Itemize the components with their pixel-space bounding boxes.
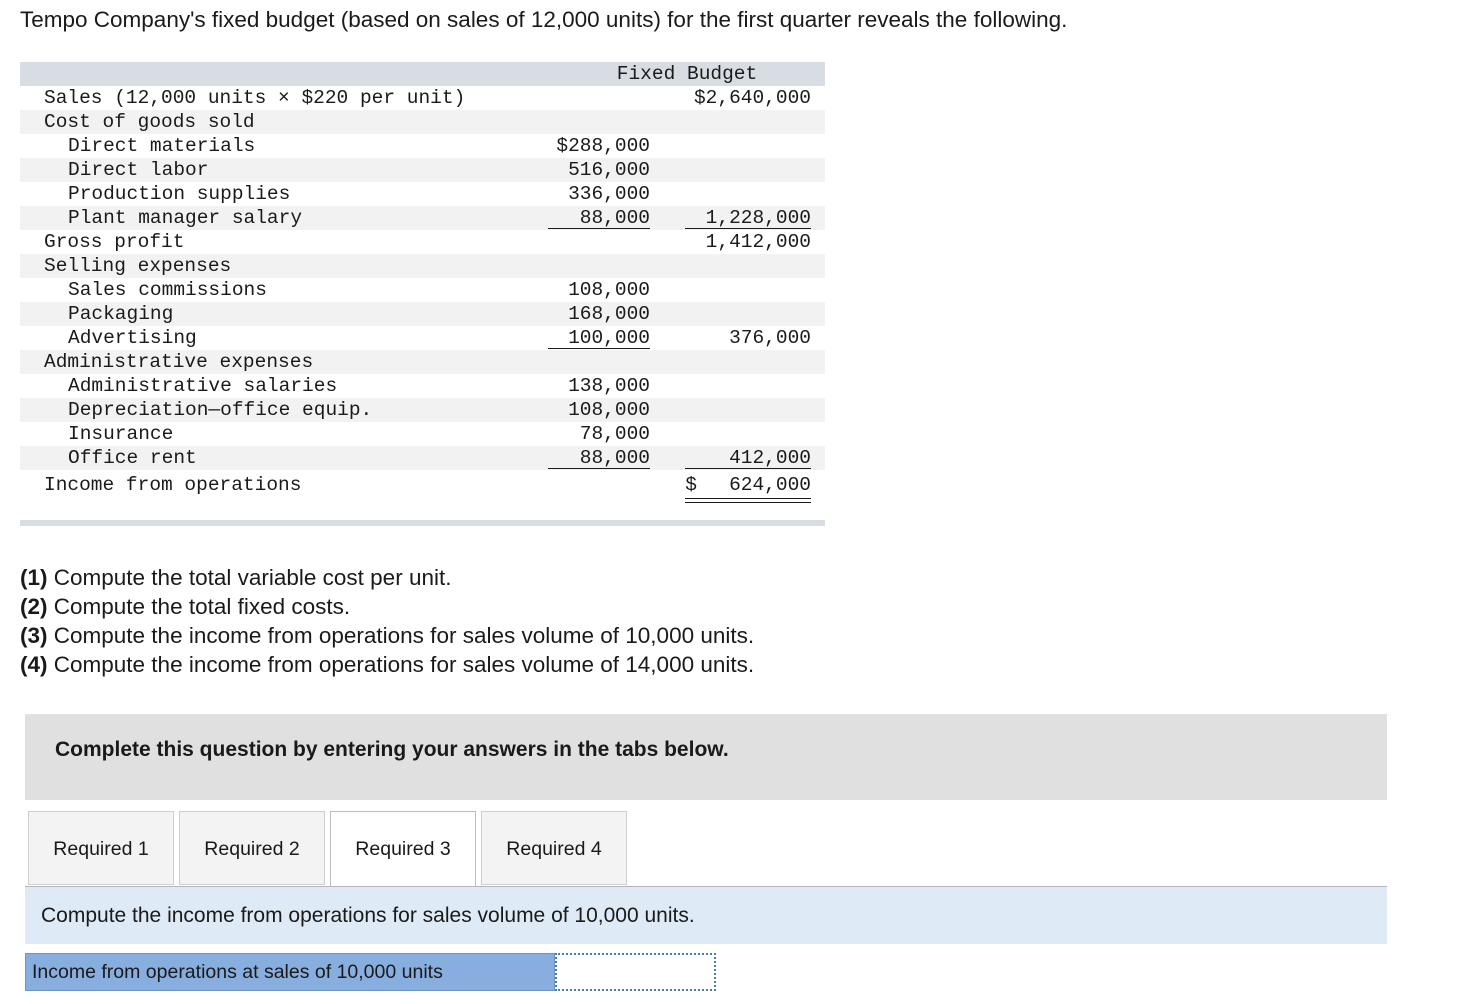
question-box	[25, 887, 1387, 944]
table-row	[20, 446, 825, 470]
admin-heading-row	[20, 350, 825, 374]
table-footer-bar	[20, 520, 825, 526]
row-label: Sales commissions	[68, 279, 267, 301]
table-row	[20, 206, 825, 230]
answer-input[interactable]	[555, 953, 716, 991]
row-label: Advertising	[68, 327, 197, 349]
requirement	[20, 563, 754, 592]
underline	[548, 348, 650, 349]
table-row	[20, 134, 825, 158]
income-row	[20, 470, 825, 500]
row-label: Insurance	[68, 423, 174, 445]
cogs-total: 1,228,000	[705, 207, 811, 229]
tab-required-3[interactable]: Required 3	[330, 811, 476, 887]
row-amount: 336,000	[568, 183, 650, 205]
row-amount: 88,000	[579, 207, 650, 229]
instructions-text: Complete this question by entering your answers in the tabs below.	[55, 738, 729, 761]
tab-required-4[interactable]: Required 4	[481, 811, 627, 885]
row-amount: 168,000	[568, 303, 650, 325]
underline	[685, 228, 811, 229]
row-label: Administrative salaries	[68, 375, 338, 397]
fixed-budget-table	[20, 62, 825, 526]
table-row	[20, 278, 825, 302]
tab-required-1[interactable]: Required 1	[28, 811, 174, 885]
income-total: 624,000	[729, 474, 811, 496]
row-label: Packaging	[68, 303, 174, 325]
row-amount: 516,000	[568, 159, 650, 181]
requirement	[20, 592, 754, 621]
row-amount: 108,000	[568, 399, 650, 421]
tab-required-2[interactable]: Required 2	[179, 811, 325, 885]
table-row	[20, 326, 825, 350]
problem-intro: Tempo Company's fixed budget (based on sales of 12,000 units) for the first quarter reveals the following.	[20, 7, 1068, 32]
answer-label: Income from operations at sales of 10,000 units	[25, 953, 555, 991]
row-label: Direct materials	[68, 135, 256, 157]
requirement-text: Compute the total variable cost per unit.	[47, 565, 452, 590]
row-label: Selling expenses	[44, 255, 232, 277]
row-amount: 108,000	[568, 279, 650, 301]
gross-profit-total: 1,412,000	[705, 231, 811, 253]
selling-total: 376,000	[729, 327, 811, 349]
sales-total: $2,640,000	[693, 87, 811, 109]
table-row	[20, 158, 825, 182]
row-amount: 78,000	[579, 423, 650, 445]
requirement	[20, 650, 754, 679]
table-row	[20, 374, 825, 398]
row-label: Administrative expenses	[44, 351, 314, 373]
requirement-number: (1)	[20, 565, 48, 590]
row-label: Direct labor	[68, 159, 209, 181]
double-underline	[685, 498, 811, 503]
row-label: Production supplies	[68, 183, 291, 205]
requirement-text: Compute the income from operations for sales volume of 10,000 units.	[47, 623, 755, 648]
requirements-list	[20, 563, 754, 679]
underline	[548, 468, 650, 469]
row-label: Gross profit	[44, 231, 185, 253]
gross-profit-row	[20, 230, 825, 254]
row-label: Cost of goods sold	[44, 111, 255, 133]
row-label: Income from operations	[44, 474, 302, 496]
requirement-number: (3)	[20, 623, 48, 648]
row-amount: 138,000	[568, 375, 650, 397]
row-label: Office rent	[68, 447, 197, 469]
question-text: Compute the income from operations for sales volume of 10,000 units.	[41, 904, 695, 927]
requirement	[20, 621, 754, 650]
row-amount: 88,000	[579, 447, 650, 469]
table-row	[20, 398, 825, 422]
table-row	[20, 182, 825, 206]
instructions-panel	[25, 714, 1387, 800]
table-row	[20, 302, 825, 326]
row-amount: $288,000	[556, 135, 650, 157]
row-label: Depreciation—office equip.	[68, 399, 373, 421]
underline	[548, 228, 650, 229]
row-amount: 100,000	[568, 327, 650, 349]
table-row	[20, 422, 825, 446]
selling-heading-row	[20, 254, 825, 278]
admin-total: 412,000	[729, 447, 811, 469]
row-label: Sales (12,000 units × $220 per unit)	[44, 87, 466, 109]
requirement-number: (2)	[20, 594, 48, 619]
cogs-heading-row	[20, 110, 825, 134]
sales-row	[20, 86, 825, 110]
requirement-text: Compute the total fixed costs.	[47, 594, 351, 619]
requirement-number: (4)	[20, 652, 48, 677]
budget-header	[20, 62, 825, 86]
dollar-sign: $	[685, 474, 697, 496]
requirement-text: Compute the income from operations for sales volume of 14,000 units.	[47, 652, 755, 677]
underline	[685, 468, 811, 469]
column-header: Fixed Budget	[616, 63, 758, 85]
row-label: Plant manager salary	[68, 207, 303, 229]
